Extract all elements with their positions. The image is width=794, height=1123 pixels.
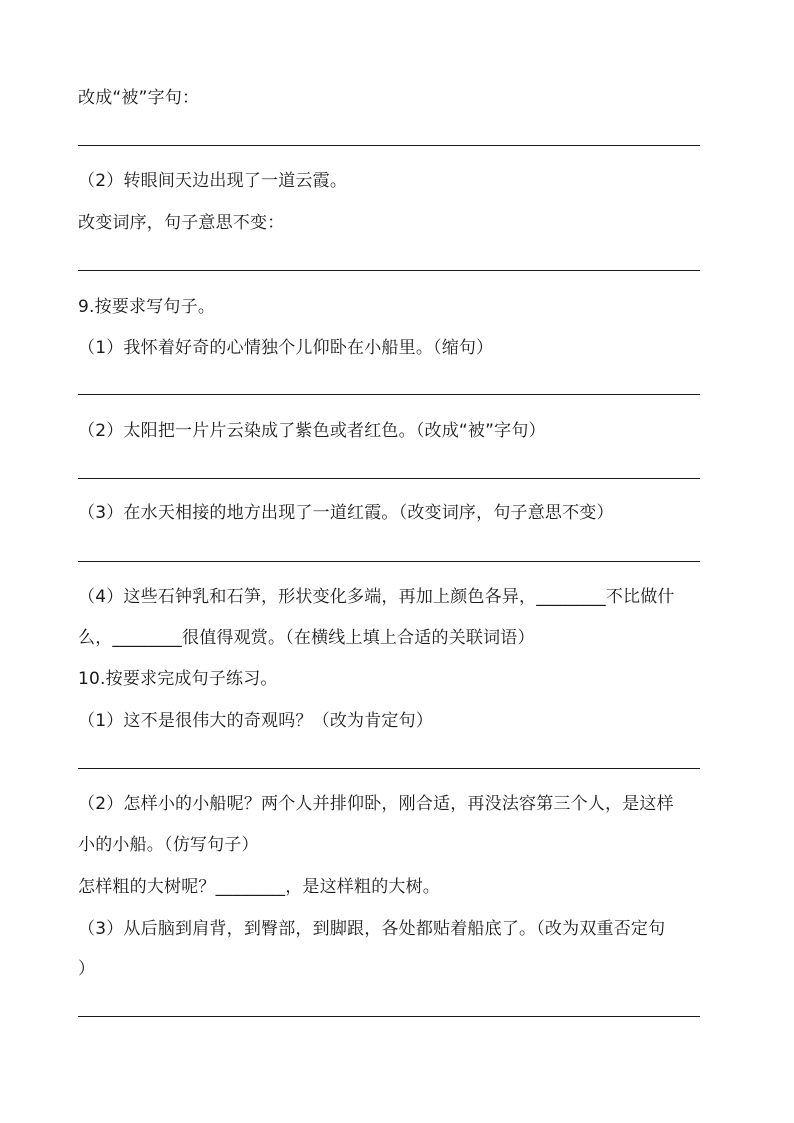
question-9-4-line1: （4）这些石钟乳和石笋，形状变化多端，再加上颜色各异，________不比做什 <box>78 587 675 607</box>
question-10-3-line2: ） <box>78 959 96 979</box>
question-10-2-template: 怎样粗的大树呢？________，是这样粗的大树。 <box>78 877 440 897</box>
instruction-reorder: 改变词序，句子意思不变： <box>78 213 285 233</box>
question-9-4-line2: 么，________很值得观赏。（在横线上填上合适的关联词语） <box>78 628 535 648</box>
answer-line[interactable] <box>78 270 700 271</box>
section-10-heading: 10.按要求完成句子练习。 <box>78 669 278 689</box>
instruction-passive-sentence: 改成“被”字句： <box>78 88 200 108</box>
question-8-2: （2）转眼间天边出现了一道云霞。 <box>78 171 348 191</box>
answer-line[interactable] <box>78 1016 700 1017</box>
answer-line[interactable] <box>78 394 700 395</box>
question-10-2-line1: （2）怎样小的小船呢？两个人并排仰卧，刚合适，再没法容第三个人，是这样 <box>78 794 674 814</box>
section-9-heading: 9.按要求写句子。 <box>78 297 216 317</box>
answer-line[interactable] <box>78 145 700 146</box>
answer-line[interactable] <box>78 561 700 562</box>
question-10-2-line2: 小的小船。（仿写句子） <box>78 835 259 855</box>
question-10-1: （1）这不是很伟大的奇观吗？（改为肯定句） <box>78 711 434 731</box>
question-9-2: （2）太阳把一片片云染成了紫色或者红色。（改成“被”字句） <box>78 421 546 441</box>
answer-line[interactable] <box>78 768 700 769</box>
question-9-1: （1）我怀着好奇的心情独个儿仰卧在小船里。（缩句） <box>78 338 494 358</box>
answer-line[interactable] <box>78 478 700 479</box>
question-9-3: （3）在水天相接的地方出现了一道红霞。（改变词序，句子意思不变） <box>78 503 614 523</box>
question-10-3-line1: （3）从后脑到肩背，到臀部，到脚跟，各处都贴着船底了。（改为双重否定句 <box>78 919 666 939</box>
